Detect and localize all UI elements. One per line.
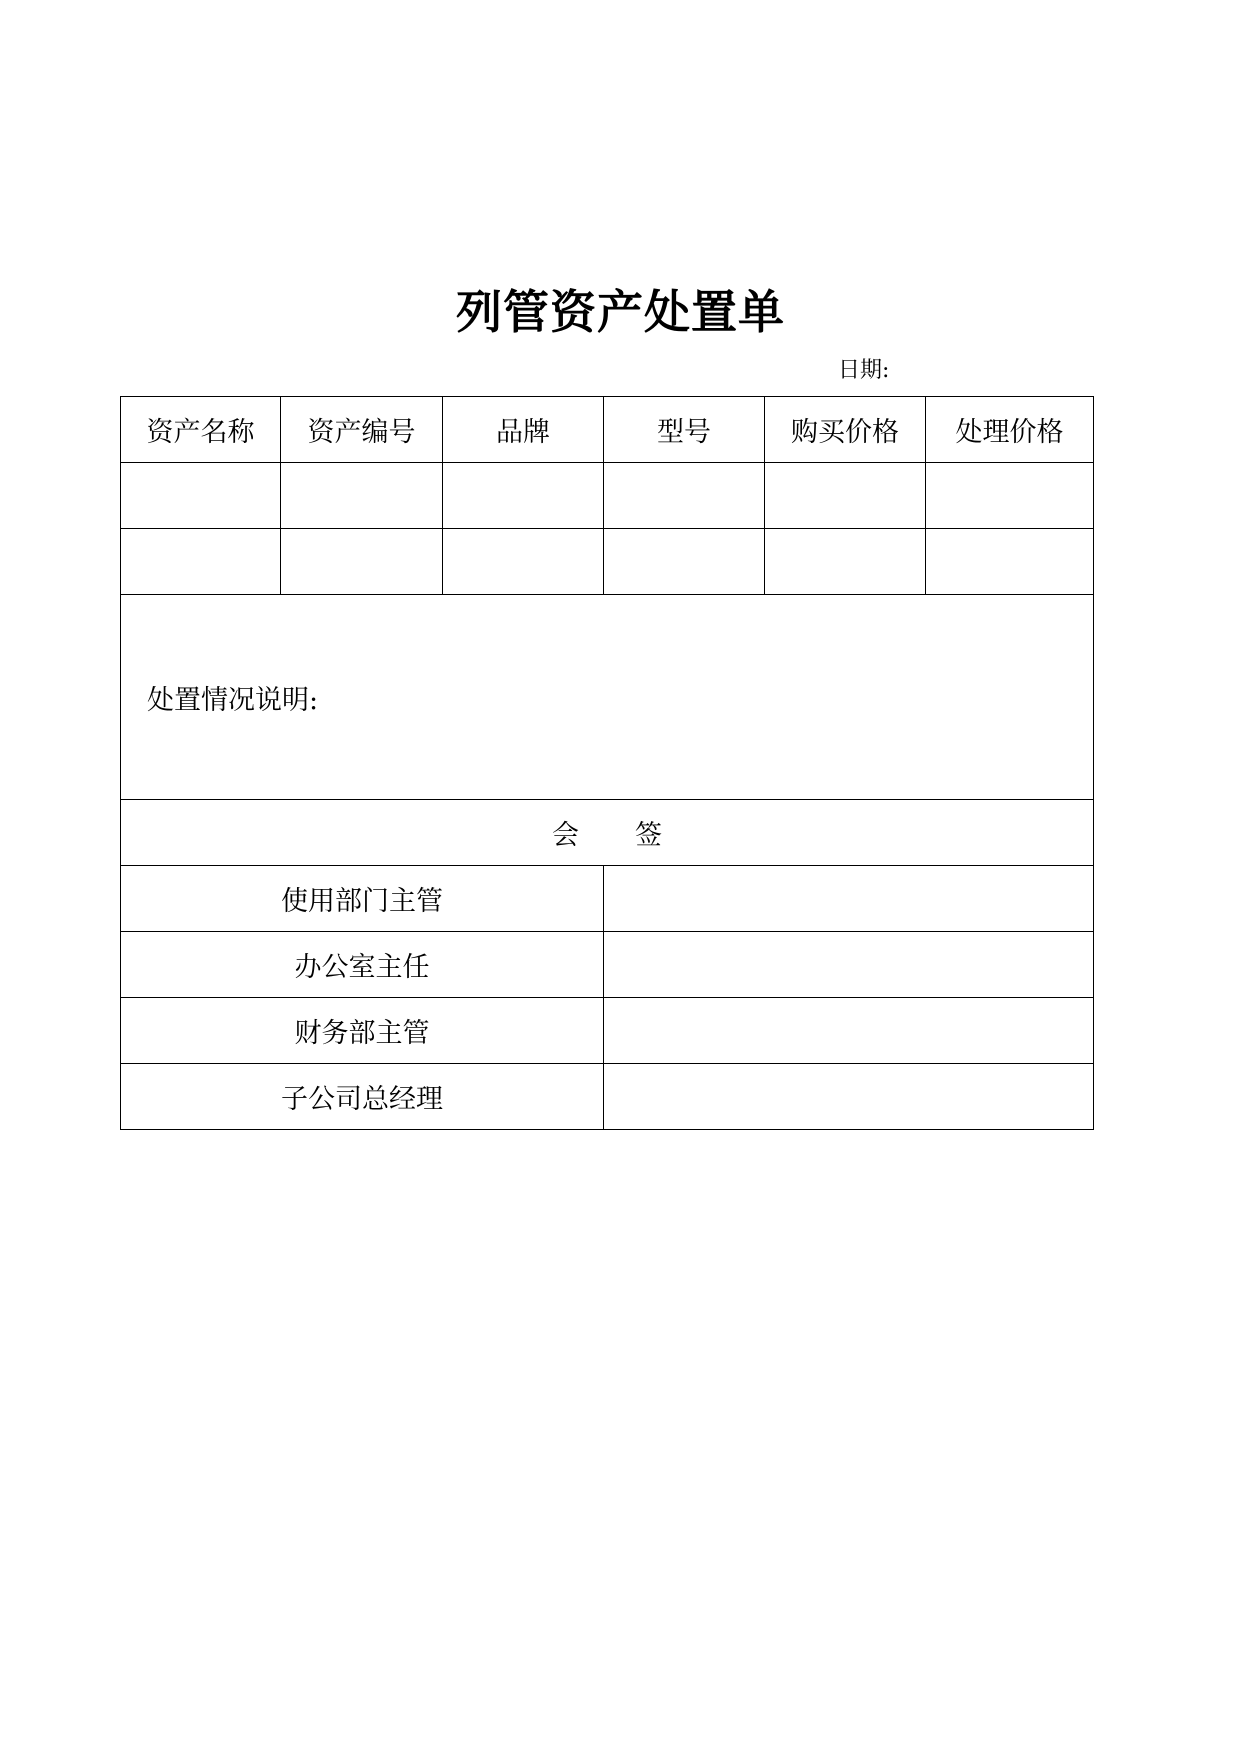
- form-title: 列管资产处置单: [456, 285, 785, 339]
- brand-cell[interactable]: [443, 463, 604, 529]
- disposal-note-field[interactable]: [121, 595, 1094, 800]
- signer-label: 办公室主任: [121, 932, 604, 998]
- asset-name-cell[interactable]: [121, 463, 281, 529]
- column-header-purchase-price: 购买价格: [765, 397, 926, 463]
- signature-field[interactable]: [604, 1064, 1094, 1130]
- asset-name-cell[interactable]: [121, 529, 281, 595]
- disposal-note-row: [121, 595, 1094, 800]
- asset-disposal-table: [120, 396, 1094, 1130]
- countersign-heading-part-1: 会: [552, 820, 579, 851]
- asset-number-cell[interactable]: [281, 529, 443, 595]
- table-row: [121, 529, 1094, 595]
- signer-label: 子公司总经理: [121, 1064, 604, 1130]
- table-row: [121, 463, 1094, 529]
- brand-cell[interactable]: [443, 529, 604, 595]
- date-label: 日期:: [838, 358, 890, 383]
- signature-field[interactable]: [604, 998, 1094, 1064]
- signer-label: 财务部主管: [121, 998, 604, 1064]
- asset-number-cell[interactable]: [281, 463, 443, 529]
- signer-row: [121, 932, 1094, 998]
- signer-row: [121, 998, 1094, 1064]
- signature-field[interactable]: [604, 866, 1094, 932]
- column-header-model: 型号: [604, 397, 765, 463]
- table-header-row: [121, 397, 1094, 463]
- purchase-price-cell[interactable]: [765, 529, 926, 595]
- column-header-asset-number: 资产编号: [281, 397, 443, 463]
- countersign-heading-row: [121, 800, 1094, 866]
- model-cell[interactable]: [604, 463, 765, 529]
- disposal-price-cell[interactable]: [926, 463, 1094, 529]
- countersign-heading: [121, 800, 1094, 866]
- model-cell[interactable]: [604, 529, 765, 595]
- signer-label: 使用部门主管: [121, 866, 604, 932]
- column-header-asset-name: 资产名称: [121, 397, 281, 463]
- purchase-price-cell[interactable]: [765, 463, 926, 529]
- signer-row: [121, 866, 1094, 932]
- column-header-disposal-price: 处理价格: [926, 397, 1094, 463]
- signature-field[interactable]: [604, 932, 1094, 998]
- disposal-note-label: 处置情况说明:: [147, 684, 319, 716]
- disposal-price-cell[interactable]: [926, 529, 1094, 595]
- countersign-heading-part-2: 签: [635, 820, 662, 851]
- column-header-brand: 品牌: [443, 397, 604, 463]
- signer-row: [121, 1064, 1094, 1130]
